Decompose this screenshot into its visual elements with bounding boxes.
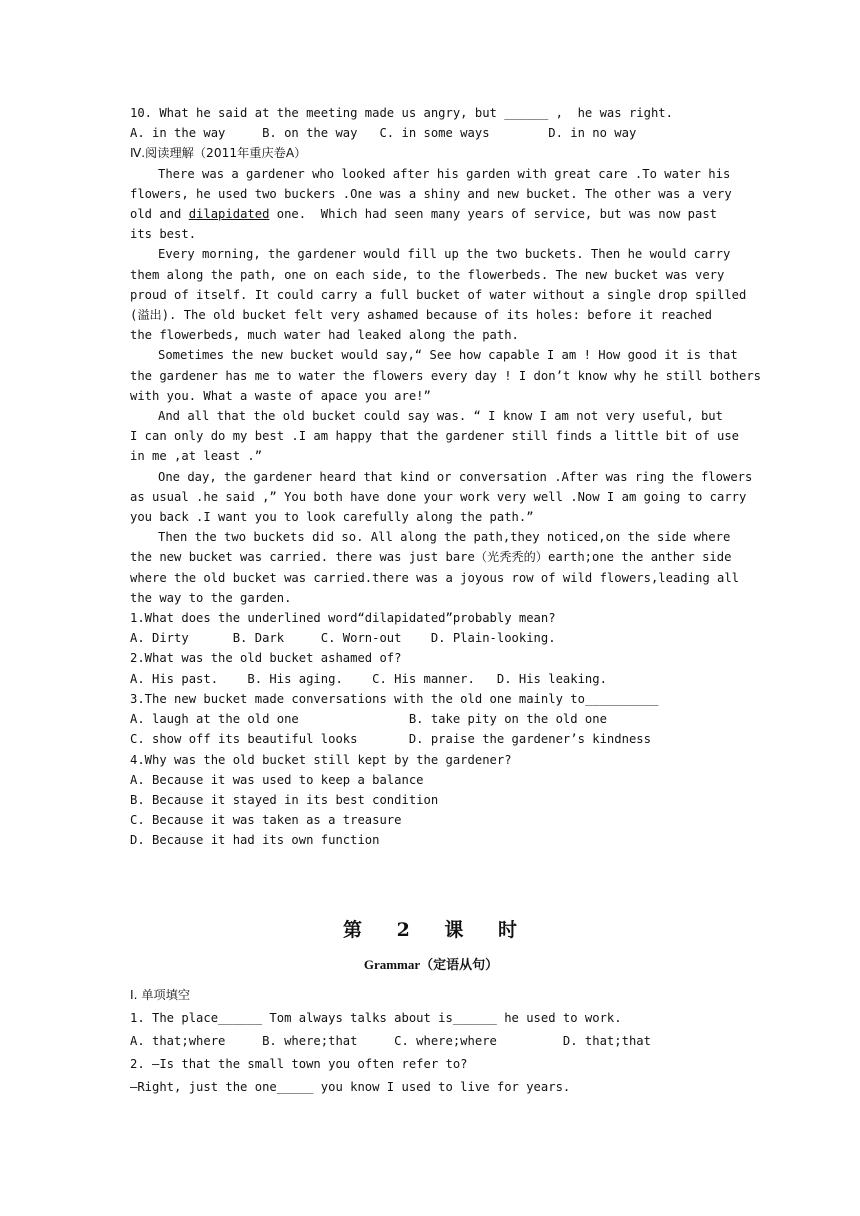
question-2-options: A. His past. B. His aging. C. His manner. D. His leaking. <box>130 671 607 686</box>
grammar-exercises <box>130 984 732 1099</box>
answer-blank: __________ <box>584 691 659 706</box>
passage-line: There was a gardener who looked after his garden with great care .To water his <box>158 166 731 181</box>
question-3 <box>130 689 732 709</box>
passage-text: old and <box>130 207 189 222</box>
passage-text: one. Which had seen many years of service, but was now past <box>269 207 718 222</box>
question-3-options-cd: C. show off its beautiful looks D. praise the gardener’s kindness <box>130 732 651 747</box>
passage-line: with you. What a waste of apace you are!” <box>130 388 431 403</box>
question-1: 1.What does the underlined word“dilapidated”probably mean? <box>130 611 556 626</box>
passage-line: in me ,at least .” <box>130 449 263 464</box>
document-page <box>130 103 762 1099</box>
question-10-stem: 10. What he said at the meeting made us angry, but ______ , he was right. <box>130 106 673 120</box>
section-gap <box>130 851 732 917</box>
question-3-stem: 3.The new bucket made conversations with the old one mainly to <box>130 691 585 706</box>
section-heading: Ⅰ. 单项填空 <box>130 987 191 1002</box>
question-4-option-b: B. Because it stayed in its best condition <box>130 792 439 807</box>
passage-line: One day, the gardener heard that kind or conversation .After was ring the flowers <box>158 469 753 484</box>
passage-line: flowers, he used two buckers .One was a shiny and new bucket. The other was a very <box>130 186 732 201</box>
passage-line: (溢出). The old bucket felt very ashamed because of its holes: before it reached <box>130 308 713 323</box>
grammar-question-2: 2. —Is that the small town you often refer to? <box>130 1056 468 1071</box>
question-3-options-ab: A. laugh at the old one B. take pity on the old one <box>130 712 607 727</box>
passage-line: Every morning, the gardener would fill up the two buckets. Then he would carry <box>158 247 731 262</box>
question-1-options: A. Dirty B. Dark C. Worn-out D. Plain-looking. <box>130 631 556 646</box>
passage-line: proud of itself. It could carry a full bucket of water without a single drop spilled <box>130 287 747 302</box>
passage-line: Sometimes the new bucket would say,“ See how capable I am ! How good it is that <box>158 348 738 363</box>
reading-section-header: Ⅳ.阅读理解（2011年重庆卷A） <box>130 146 307 161</box>
passage-line: the gardener has me to water the flowers every day ! I don’t know why he still bothers <box>130 368 762 383</box>
underlined-word: dilapidated <box>188 207 270 222</box>
grammar-question-1: 1. The place______ Tom always talks about is______ he used to work. <box>130 1010 622 1025</box>
question-4-option-d: D. Because it had its own function <box>130 833 380 848</box>
passage-line: the way to the garden. <box>130 590 292 605</box>
passage-line: where the old bucket was carried.there was a joyous row of wild flowers,leading all <box>130 570 740 585</box>
question-2: 2.What was the old bucket ashamed of? <box>130 651 402 666</box>
passage-line <box>130 204 732 224</box>
passage-line: the new bucket was carried. there was just bare（光秃秃的）earth;one the anther side <box>130 550 732 565</box>
grammar-question-2-answer: —Right, just the one_____ you know I used to live for years. <box>130 1079 571 1094</box>
lesson-title: 第 2 课 时 <box>342 918 532 941</box>
passage-line: And all that the old bucket could say was. “ I know I am not very useful, but <box>158 409 723 424</box>
question-4-option-a: A. Because it was used to keep a balance <box>130 772 424 787</box>
grammar-subtitle: Grammar（定语从句） <box>363 956 499 972</box>
passage-line: Then the two buckets did so. All along the path,they noticed,on the side where <box>158 530 731 545</box>
passage-line: them along the path, one on each side, to the flowerbeds. The new bucket was very <box>130 267 725 282</box>
passage-line: I can only do my best .I am happy that the gardener still finds a little bit of use <box>130 429 740 444</box>
passage-line: its best. <box>130 227 197 242</box>
question-4: 4.Why was the old bucket still kept by the gardener? <box>130 752 512 767</box>
grammar-question-1-options: A. that;where B. where;that C. where;where D. that;that <box>130 1033 651 1048</box>
question-4-option-c: C. Because it was taken as a treasure <box>130 813 402 828</box>
passage-line: you back .I want you to look carefully along the path.” <box>130 510 534 525</box>
passage-line: the flowerbeds, much water had leaked along the path. <box>130 328 519 343</box>
question-10-options: A. in the way B. on the way C. in some ways D. in no way <box>130 126 637 141</box>
passage-line: as usual .he said ,” You both have done your work very well .Now I am going to carry <box>130 489 747 504</box>
